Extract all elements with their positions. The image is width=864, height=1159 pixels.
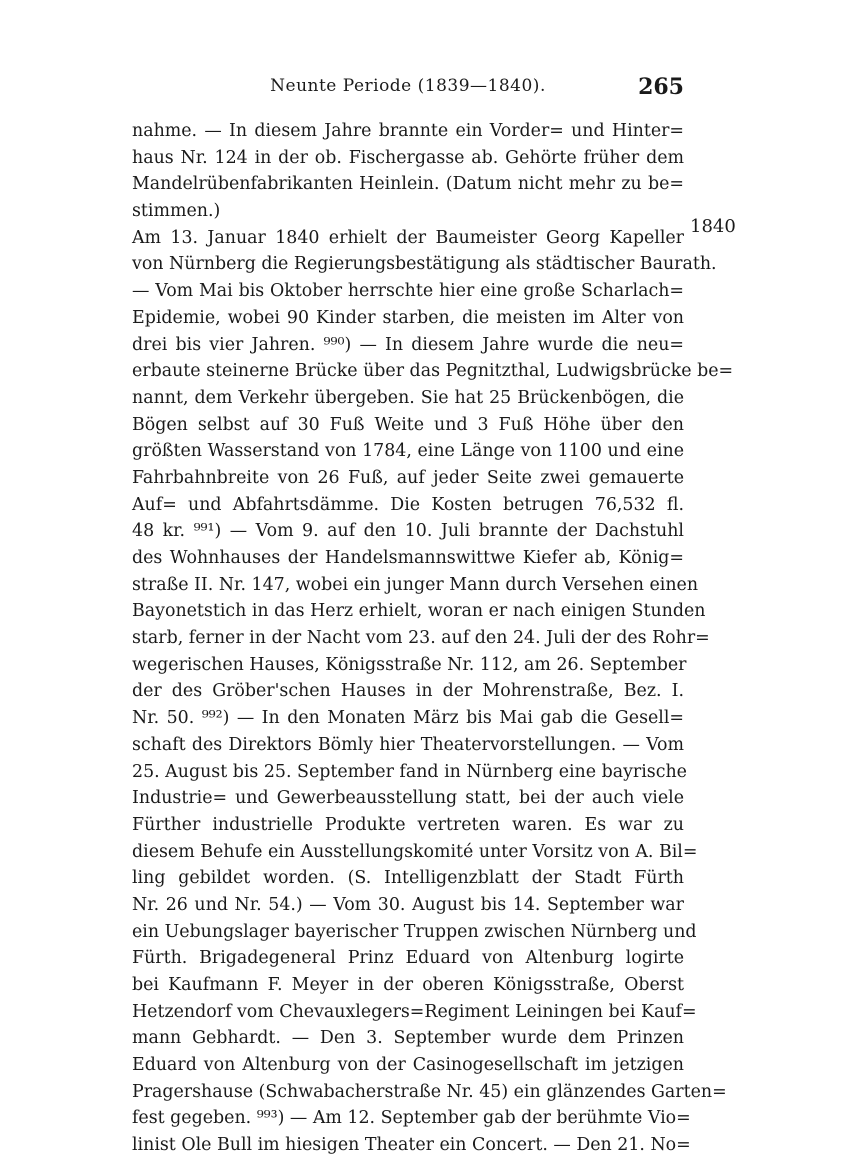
text-line: Nr. 50. ⁹⁹²) — In den Monaten März bis Mai gab die Gesell= [132, 708, 684, 729]
text-line: Auf= und Abfahrtsdämme. Die Kosten betrugen 76,532 fl. [132, 494, 684, 515]
text-line: Bayonetstich in das Herz erhielt, woran er nach einigen Stunden [132, 601, 706, 622]
text-line: Eduard von Altenburg von der Casinogesellschaft im jetzigen [132, 1055, 684, 1076]
text-line: des Wohnhauses der Handelsmannswittwe Kiefer ab, König= [132, 548, 684, 568]
text-line: bei Kaufmann F. Meyer in der oberen Königsstraße, Oberst [132, 975, 684, 995]
text-line: linist Ole Bull im hiesigen Theater ein Concert. — Den 21. No= [132, 1135, 691, 1156]
text-line: ein Uebungslager bayerischer Truppen zwischen Nürnberg und [132, 921, 697, 942]
text-line: ling gebildet worden. (S. Intelligenzblatt der Stadt Fürth [132, 868, 684, 889]
running-head: Neunte Periode (1839—1840). [270, 76, 546, 96]
text-line: erbaute steinerne Brücke über das Pegnitzthal, Ludwigsbrücke be= [132, 361, 734, 382]
text-line: mann Gebhardt. — Den 3. September wurde dem Prinzen [132, 1028, 684, 1049]
text-line: Fahrbahnbreite von 26 Fuß, auf jeder Seite zwei gemauerte [132, 467, 684, 488]
text-line: Bögen selbst auf 30 Fuß Weite und 3 Fuß Höhe über den [132, 414, 684, 435]
text-line: Epidemie, wobei 90 Kinder starben, die meisten im Alter von [132, 307, 684, 328]
text-line: straße II. Nr. 147, wobei ein junger Mann durch Versehen einen [132, 574, 699, 595]
text-line: Hetzendorf vom Chevauxlegers=Regiment Leiningen bei Kauf= [132, 1001, 697, 1022]
text-line: Pragershause (Schwabacherstraße Nr. 45) ein glänzendes Garten= [132, 1081, 727, 1102]
text-line: Industrie= und Gewerbeausstellung statt, bei der auch viele [132, 788, 684, 809]
text-line: starb, ferner in der Nacht vom 23. auf den 24. Juli der des Rohr= [132, 628, 710, 649]
text-line: Nr. 26 und Nr. 54.) — Vom 30. August bis 14. September war [132, 894, 684, 915]
text-line: der des Gröber'schen Hauses in der Mohrenstraße, Bez. I. [132, 681, 684, 702]
text-line: Fürth. Brigadegeneral Prinz Eduard von Altenburg logirte [132, 948, 684, 969]
margin-year-note: 1840 [690, 216, 736, 237]
body-text [132, 118, 734, 1159]
text-line: wegerischen Hauses, Königsstraße Nr. 112, am 26. September [132, 654, 687, 675]
text-line: — Vom Mai bis Oktober herrschte hier eine große Scharlach= [132, 281, 684, 302]
text-line: Fürther industrielle Produkte vertreten waren. Es war zu [132, 814, 684, 835]
text-line: Am 13. Januar 1840 erhielt der Baumeister Georg Kapeller [132, 227, 684, 248]
text-line: von Nürnberg die Regierungsbestätigung als städtischer Baurath. [132, 254, 717, 275]
text-line: drei bis vier Jahren. ⁹⁹⁰) — In diesem Jahre wurde die neu= [132, 334, 684, 355]
text-line: Mandelrübenfabrikanten Heinlein. (Datum nicht mehr zu be= [132, 174, 684, 195]
text-line: stimmen.) [132, 201, 221, 222]
text-line: fest gegeben. ⁹⁹³) — Am 12. September gab der berühmte Vio= [132, 1108, 691, 1129]
text-line: schaft des Direktors Bömly hier Theatervorstellungen. — Vom [132, 734, 684, 755]
text-line: nannt, dem Verkehr übergeben. Sie hat 25 Brückenbögen, die [132, 387, 684, 408]
page-number: 265 [638, 74, 684, 100]
text-line: nahme. — In diesem Jahre brannte ein Vorder= und Hinter= [132, 121, 684, 141]
page-header [132, 74, 684, 100]
text-line: 25. August bis 25. September fand in Nürnberg eine bayrische [132, 761, 687, 782]
text-line: diesem Behufe ein Ausstellungskomité unter Vorsitz von A. Bil= [132, 841, 698, 862]
text-line: 48 kr. ⁹⁹¹) — Vom 9. auf den 10. Juli brannte der Dachstuhl [132, 521, 684, 542]
text-line: größten Wasserstand von 1784, eine Länge von 1100 und eine [132, 441, 684, 462]
text-line: haus Nr. 124 in der ob. Fischergasse ab. Gehörte früher dem [132, 147, 684, 168]
